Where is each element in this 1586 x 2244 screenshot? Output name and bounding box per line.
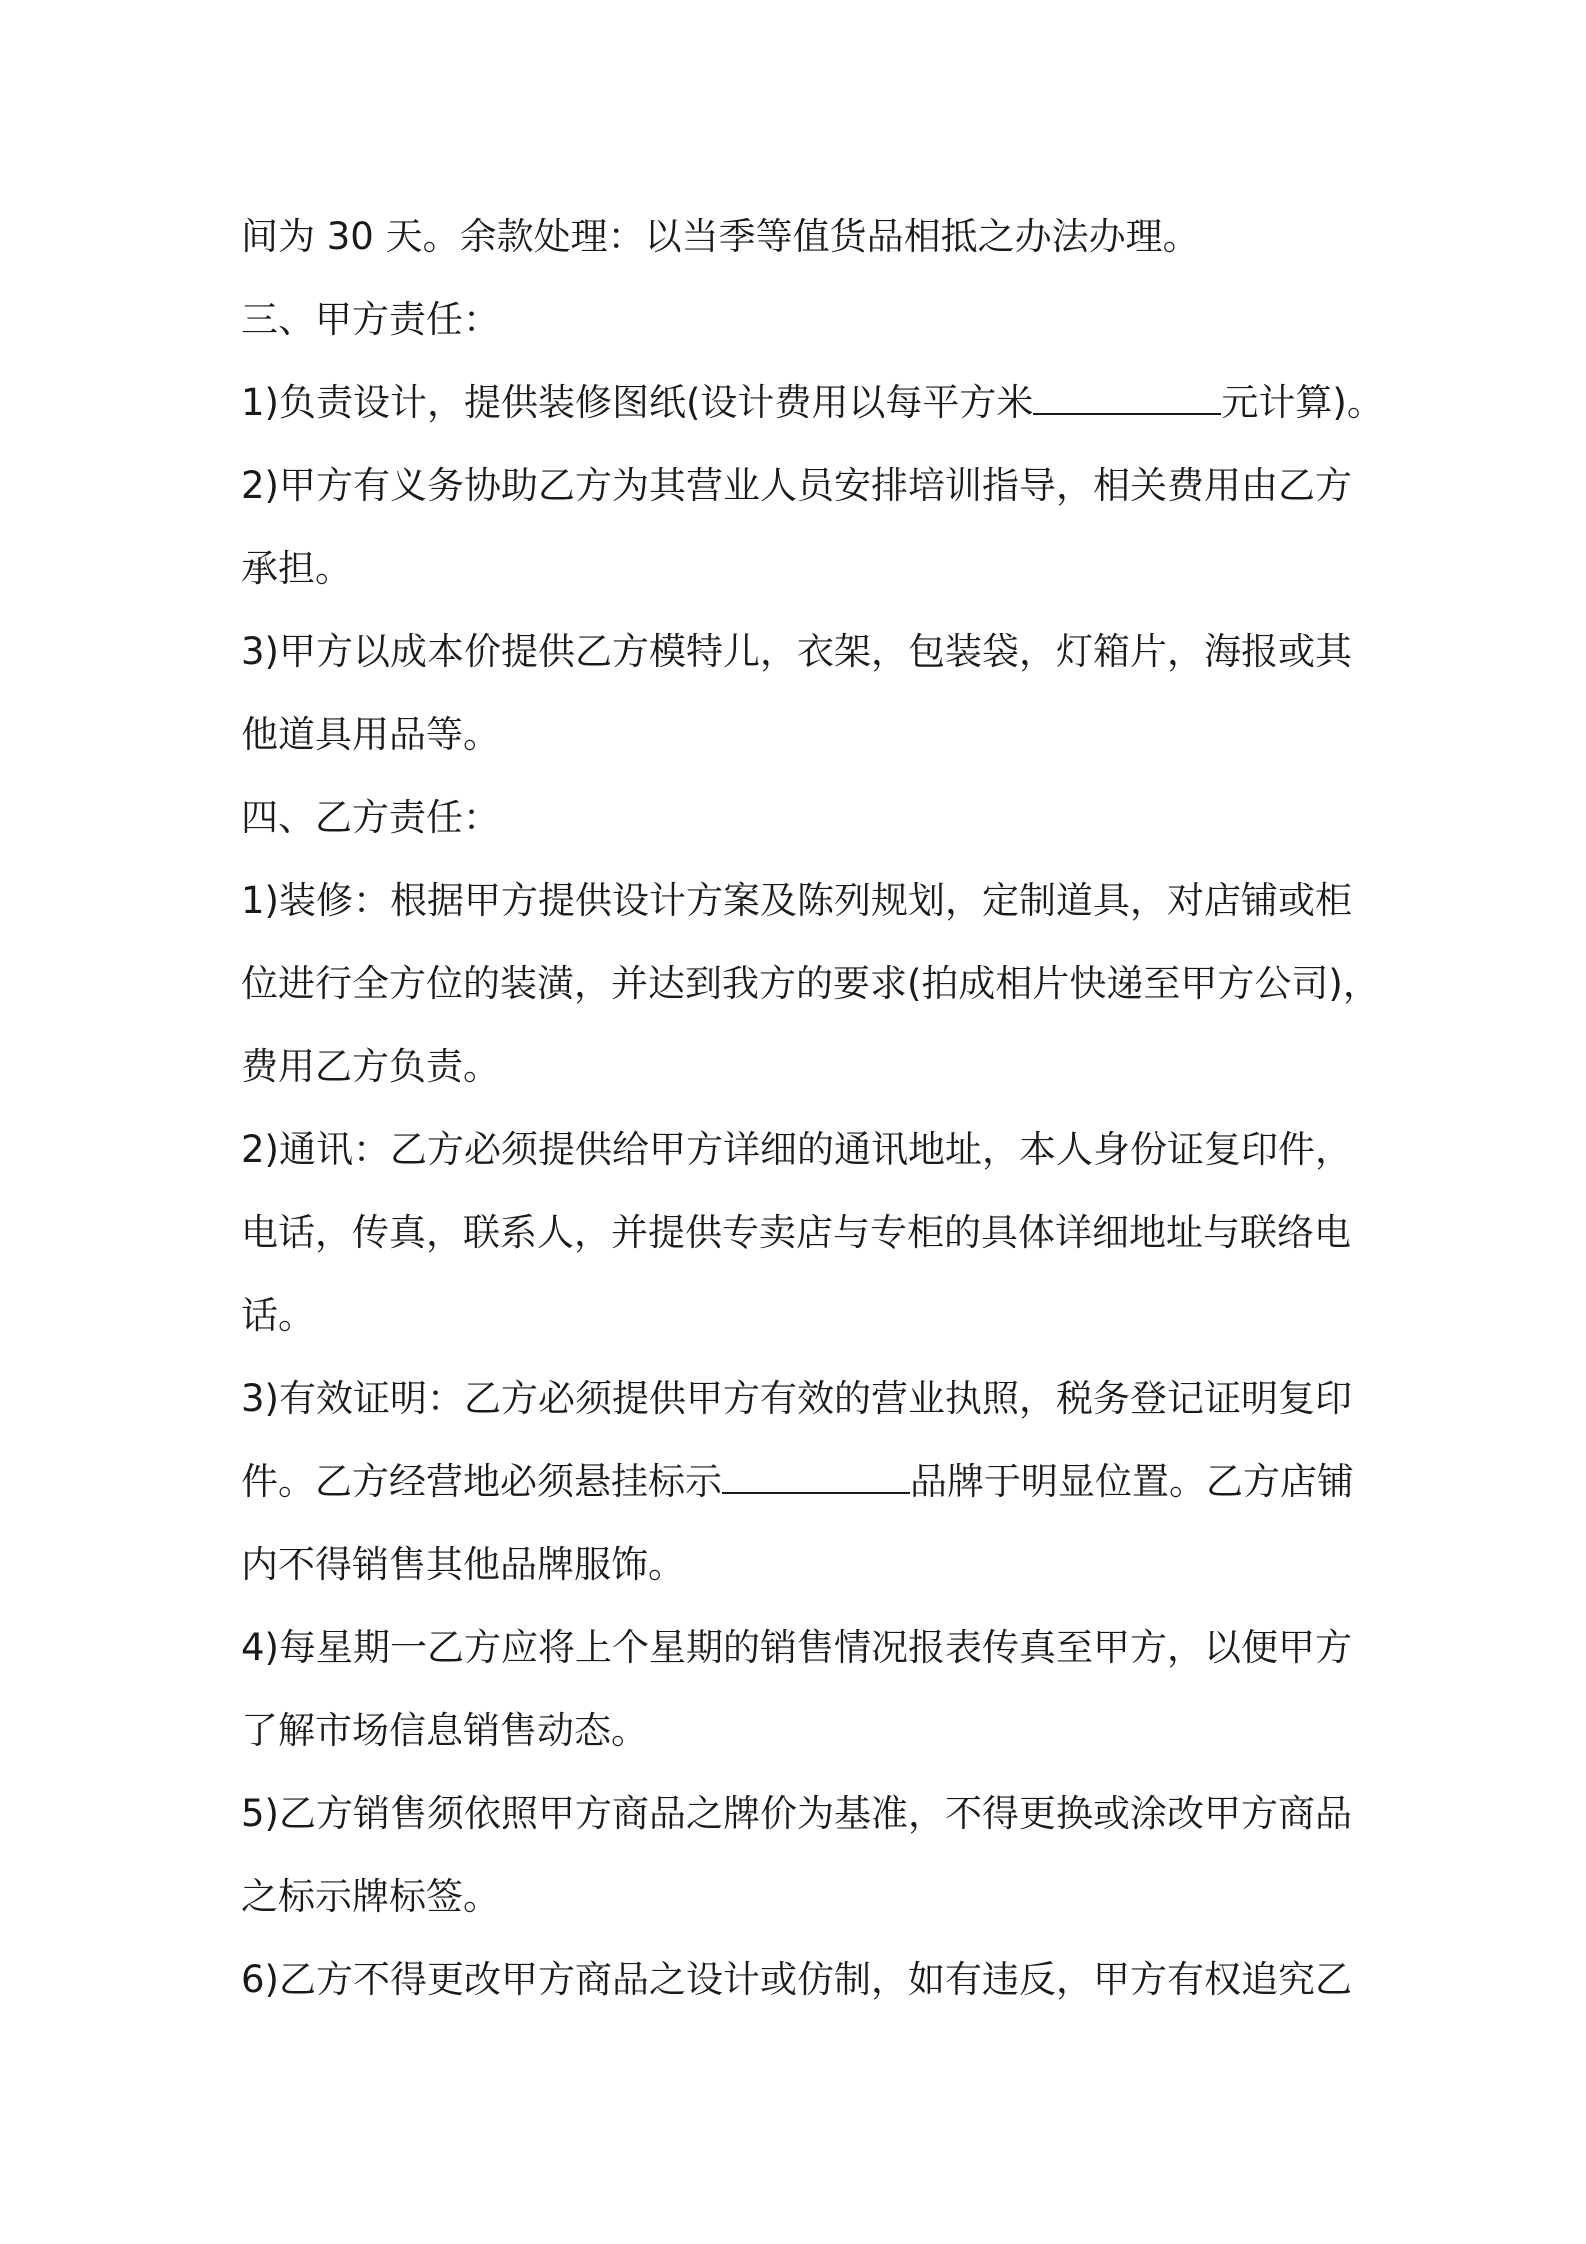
- text-line: 2)通讯：乙方必须提供给甲方详细的通讯地址，本人身份证复印件，: [241, 1128, 1352, 1171]
- section-heading-party-a: 三、甲方责任：: [241, 298, 500, 341]
- section-heading-party-b: 四、乙方责任：: [241, 796, 500, 839]
- text-line: 费用乙方负责。: [241, 1045, 500, 1088]
- text-line: 位进行全方位的装潢，并达到我方的要求(拍成相片快递至甲方公司)，: [241, 962, 1380, 1005]
- text-line-with-blank: [241, 361, 1384, 444]
- text-line: 内不得销售其他品牌服饰。: [241, 1543, 685, 1586]
- text-line: 3)甲方以成本价提供乙方模特儿，衣架，包装袋，灯箱片，海报或其: [241, 630, 1352, 673]
- text-line: 电话，传真，联系人，并提供专卖店与专柜的具体详细地址与联络电: [241, 1211, 1351, 1254]
- text-segment: 元计算)。: [1221, 381, 1384, 424]
- text-line: 之标示牌标签。: [241, 1875, 500, 1918]
- text-line-with-blank: [241, 1440, 1361, 1523]
- document-body: [241, 195, 1384, 2021]
- text-line: 6)乙方不得更改甲方商品之设计或仿制，如有违反，甲方有权追究乙: [241, 1958, 1352, 2001]
- fill-in-blank: [1033, 379, 1221, 415]
- text-line: 他道具用品等。: [241, 713, 500, 756]
- text-line: 4)每星期一乙方应将上个星期的销售情况报表传真至甲方，以便甲方: [241, 1626, 1352, 1669]
- text-line: 承担。: [241, 547, 352, 590]
- text-segment: 件。乙方经营地必须悬挂标示: [241, 1460, 722, 1503]
- text-line: 了解市场信息销售动态。: [241, 1709, 648, 1752]
- text-line: 间为 30 天。余款处理：以当季等值货品相抵之办法办理。: [241, 215, 1200, 258]
- text-line: 话。: [241, 1294, 315, 1337]
- text-line: 3)有效证明：乙方必须提供甲方有效的营业执照，税务登记证明复印: [241, 1377, 1352, 1420]
- text-line: 5)乙方销售须依照甲方商品之牌价为基准，不得更换或涂改甲方商品: [241, 1792, 1352, 1835]
- text-line: 2)甲方有义务协助乙方为其营业人员安排培训指导，相关费用由乙方: [241, 464, 1352, 507]
- fill-in-blank: [722, 1458, 910, 1494]
- text-segment: 1)负责设计，提供装修图纸(设计费用以每平方米: [241, 381, 1034, 424]
- text-line: 1)装修：根据甲方提供设计方案及陈列规划，定制道具，对店铺或柜: [241, 879, 1352, 922]
- text-segment: 品牌于明显位置。乙方店铺: [910, 1460, 1354, 1503]
